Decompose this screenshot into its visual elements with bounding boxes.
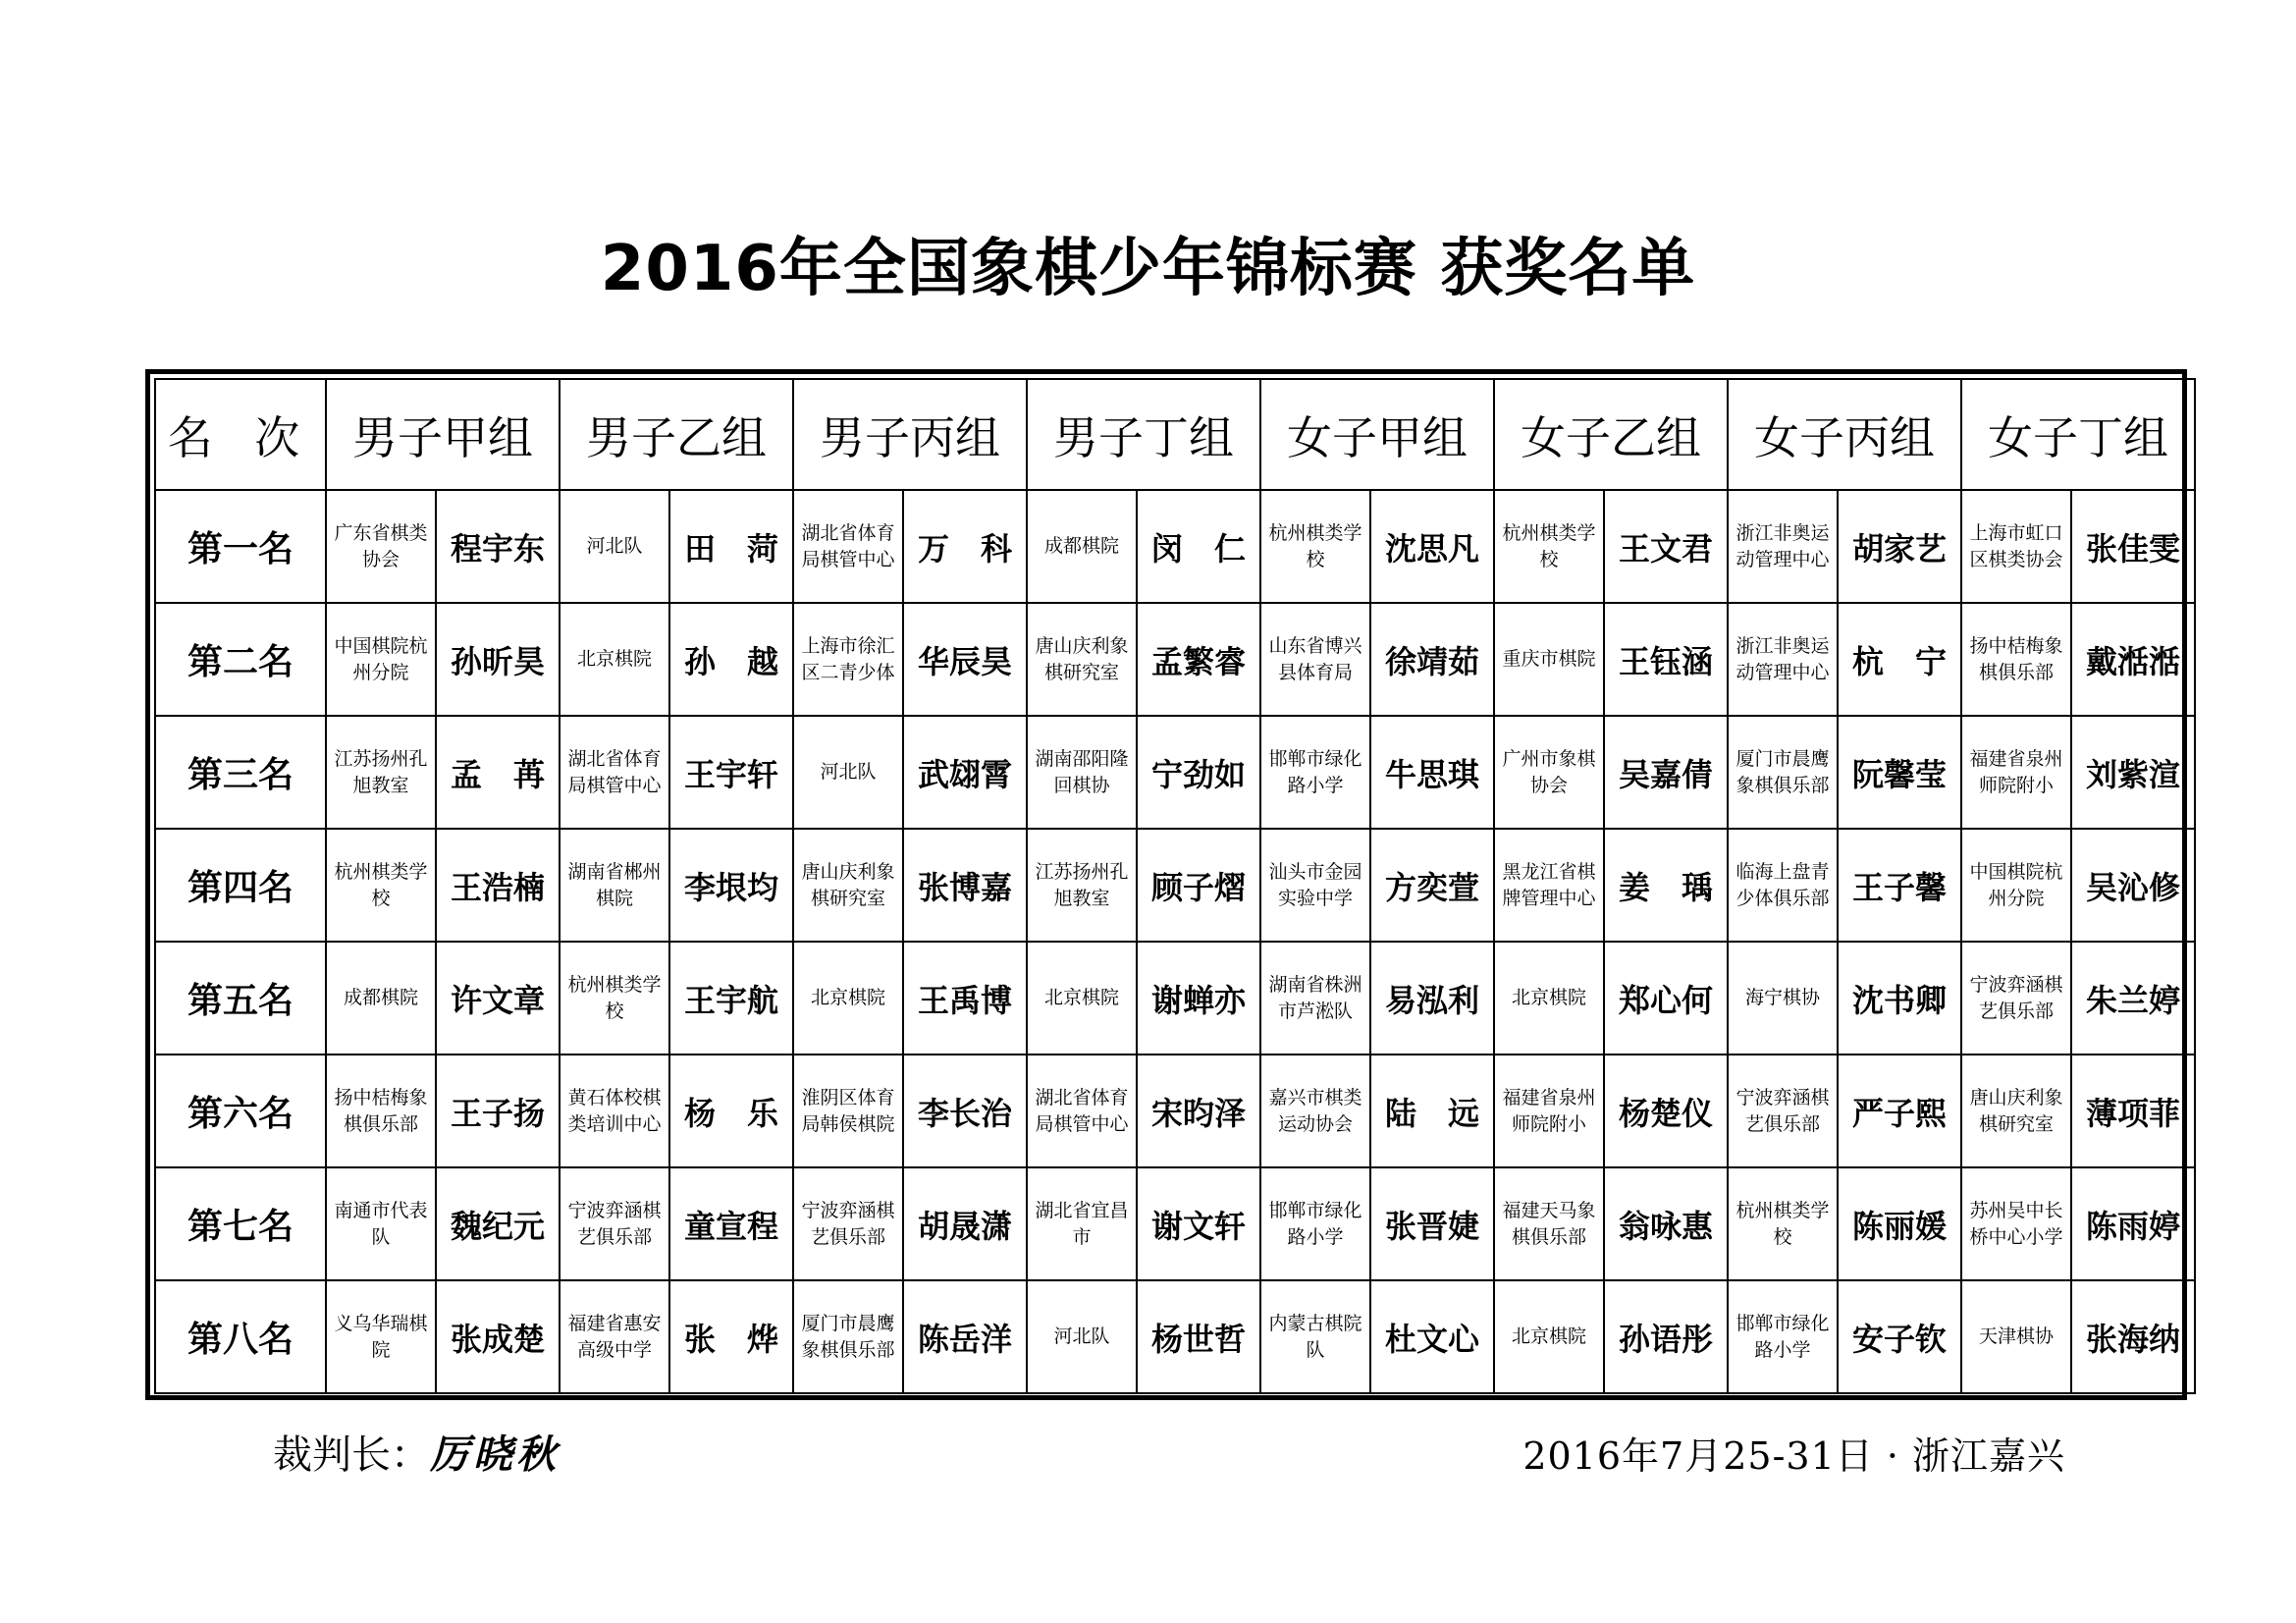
player-name-cell: 杨楚仪	[1604, 1055, 1728, 1167]
player-name-cell: 阮馨莹	[1838, 716, 1961, 829]
player-name-cell: 孟繁睿	[1137, 603, 1260, 716]
player-name-cell: 田 菏	[669, 490, 793, 603]
club-cell: 山东省博兴县体育局	[1260, 603, 1370, 716]
player-name-cell: 程宇东	[436, 490, 560, 603]
player-name-cell: 刘紫渲	[2071, 716, 2195, 829]
rank-cell: 第七名	[155, 1167, 326, 1280]
rank-cell: 第八名	[155, 1280, 326, 1393]
table-row	[155, 490, 2195, 603]
player-name-cell: 李垠均	[669, 829, 793, 942]
player-name-cell: 王钰涵	[1604, 603, 1728, 716]
player-name-cell: 孙 越	[669, 603, 793, 716]
club-cell: 杭州棋类学校	[1260, 490, 1370, 603]
player-name-cell: 孟 苒	[436, 716, 560, 829]
club-cell: 淮阴区体育局韩侯棋院	[793, 1055, 903, 1167]
player-name-cell: 王禹博	[903, 942, 1027, 1055]
player-name-cell: 张成楚	[436, 1280, 560, 1393]
player-name-cell: 谢蝉亦	[1137, 942, 1260, 1055]
club-cell: 北京棋院	[1494, 942, 1604, 1055]
group-header: 女子乙组	[1494, 379, 1728, 490]
club-cell: 杭州棋类学校	[560, 942, 669, 1055]
club-cell: 中国棋院杭州分院	[326, 603, 436, 716]
club-cell: 湖北省体育局棋管中心	[1027, 1055, 1137, 1167]
player-name-cell: 万 科	[903, 490, 1027, 603]
player-name-cell: 陆 远	[1370, 1055, 1494, 1167]
player-name-cell: 孙语彤	[1604, 1280, 1728, 1393]
player-name-cell: 薄项菲	[2071, 1055, 2195, 1167]
club-cell: 义乌华瑞棋院	[326, 1280, 436, 1393]
player-name-cell: 王宇航	[669, 942, 793, 1055]
club-cell: 天津棋协	[1961, 1280, 2071, 1393]
player-name-cell: 翁咏惠	[1604, 1167, 1728, 1280]
club-cell: 福建省泉州师院附小	[1494, 1055, 1604, 1167]
table-body	[155, 490, 2195, 1393]
results-table	[154, 378, 2196, 1394]
club-cell: 邯郸市绿化路小学	[1260, 1167, 1370, 1280]
player-name-cell: 胡家艺	[1838, 490, 1961, 603]
group-header: 男子甲组	[326, 379, 560, 490]
club-cell: 河北队	[560, 490, 669, 603]
club-cell: 成都棋院	[1027, 490, 1137, 603]
club-cell: 北京棋院	[1027, 942, 1137, 1055]
player-name-cell: 张海纳	[2071, 1280, 2195, 1393]
club-cell: 黑龙江省棋牌管理中心	[1494, 829, 1604, 942]
club-cell: 广东省棋类协会	[326, 490, 436, 603]
table-row	[155, 829, 2195, 942]
player-name-cell: 张 烨	[669, 1280, 793, 1393]
club-cell: 湖南省株洲市芦淞队	[1260, 942, 1370, 1055]
table-row	[155, 1280, 2195, 1393]
club-cell: 内蒙古棋院队	[1260, 1280, 1370, 1393]
club-cell: 湖北省体育局棋管中心	[793, 490, 903, 603]
club-cell: 江苏扬州孔旭教室	[326, 716, 436, 829]
player-name-cell: 孙昕昊	[436, 603, 560, 716]
rank-cell: 第六名	[155, 1055, 326, 1167]
player-name-cell: 张佳雯	[2071, 490, 2195, 603]
club-cell: 宁波弈涵棋艺俱乐部	[1961, 942, 2071, 1055]
club-cell: 江苏扬州孔旭教室	[1027, 829, 1137, 942]
club-cell: 唐山庆利象棋研究室	[1027, 603, 1137, 716]
player-name-cell: 陈丽媛	[1838, 1167, 1961, 1280]
rank-column-header: 名 次	[155, 379, 326, 490]
player-name-cell: 沈思凡	[1370, 490, 1494, 603]
chief-referee-name: 厉晓秋	[430, 1432, 560, 1478]
chief-referee-label: 裁判长：	[273, 1433, 430, 1478]
player-name-cell: 王浩楠	[436, 829, 560, 942]
club-cell: 福建省惠安高级中学	[560, 1280, 669, 1393]
player-name-cell: 谢文轩	[1137, 1167, 1260, 1280]
player-name-cell: 魏纪元	[436, 1167, 560, 1280]
club-cell: 杭州棋类学校	[326, 829, 436, 942]
club-cell: 嘉兴市棋类运动协会	[1260, 1055, 1370, 1167]
club-cell: 宁波弈涵棋艺俱乐部	[1728, 1055, 1838, 1167]
club-cell: 海宁棋协	[1728, 942, 1838, 1055]
club-cell: 杭州棋类学校	[1494, 490, 1604, 603]
player-name-cell: 张博嘉	[903, 829, 1027, 942]
club-cell: 福建天马象棋俱乐部	[1494, 1167, 1604, 1280]
group-header: 男子丁组	[1027, 379, 1260, 490]
player-name-cell: 宋昀泽	[1137, 1055, 1260, 1167]
player-name-cell: 闵 仁	[1137, 490, 1260, 603]
club-cell: 北京棋院	[793, 942, 903, 1055]
player-name-cell: 王宇轩	[669, 716, 793, 829]
club-cell: 浙江非奥运动管理中心	[1728, 490, 1838, 603]
club-cell: 河北队	[793, 716, 903, 829]
table-row	[155, 603, 2195, 716]
group-header: 女子丙组	[1728, 379, 1961, 490]
club-cell: 厦门市晨鹰象棋俱乐部	[1728, 716, 1838, 829]
club-cell: 湖南省郴州棋院	[560, 829, 669, 942]
player-name-cell: 严子熙	[1838, 1055, 1961, 1167]
player-name-cell: 陈雨婷	[2071, 1167, 2195, 1280]
group-header: 男子乙组	[560, 379, 793, 490]
club-cell: 汕头市金园实验中学	[1260, 829, 1370, 942]
club-cell: 福建省泉州师院附小	[1961, 716, 2071, 829]
player-name-cell: 吴嘉倩	[1604, 716, 1728, 829]
club-cell: 唐山庆利象棋研究室	[1961, 1055, 2071, 1167]
club-cell: 湖北省体育局棋管中心	[560, 716, 669, 829]
player-name-cell: 武翃霄	[903, 716, 1027, 829]
club-cell: 南通市代表队	[326, 1167, 436, 1280]
player-name-cell: 许文章	[436, 942, 560, 1055]
table-row	[155, 716, 2195, 829]
club-cell: 重庆市棋院	[1494, 603, 1604, 716]
club-cell: 宁波弈涵棋艺俱乐部	[793, 1167, 903, 1280]
player-name-cell: 陈岳洋	[903, 1280, 1027, 1393]
club-cell: 扬中桔梅象棋俱乐部	[1961, 603, 2071, 716]
club-cell: 上海市虹口区棋类协会	[1961, 490, 2071, 603]
club-cell: 北京棋院	[1494, 1280, 1604, 1393]
group-header: 女子丁组	[1961, 379, 2195, 490]
club-cell: 广州市象棋协会	[1494, 716, 1604, 829]
player-name-cell: 王子馨	[1838, 829, 1961, 942]
club-cell: 宁波弈涵棋艺俱乐部	[560, 1167, 669, 1280]
player-name-cell: 杨世哲	[1137, 1280, 1260, 1393]
player-name-cell: 李长治	[903, 1055, 1027, 1167]
table-row	[155, 942, 2195, 1055]
club-cell: 湖南邵阳隆回棋协	[1027, 716, 1137, 829]
player-name-cell: 杜文心	[1370, 1280, 1494, 1393]
club-cell: 苏州吴中长桥中心小学	[1961, 1167, 2071, 1280]
rank-cell: 第二名	[155, 603, 326, 716]
table-header-row	[155, 379, 2195, 490]
player-name-cell: 沈书卿	[1838, 942, 1961, 1055]
results-table-frame	[145, 369, 2187, 1400]
player-name-cell: 朱兰婷	[2071, 942, 2195, 1055]
player-name-cell: 顾子熠	[1137, 829, 1260, 942]
table-row	[155, 1167, 2195, 1280]
chief-referee	[273, 1424, 560, 1480]
player-name-cell: 童宣程	[669, 1167, 793, 1280]
club-cell: 邯郸市绿化路小学	[1728, 1280, 1838, 1393]
group-header: 男子丙组	[793, 379, 1027, 490]
club-cell: 临海上盘青少体俱乐部	[1728, 829, 1838, 942]
club-cell: 浙江非奥运动管理中心	[1728, 603, 1838, 716]
club-cell: 黄石体校棋类培训中心	[560, 1055, 669, 1167]
club-cell: 中国棋院杭州分院	[1961, 829, 2071, 942]
club-cell: 成都棋院	[326, 942, 436, 1055]
player-name-cell: 宁劲如	[1137, 716, 1260, 829]
player-name-cell: 张晋婕	[1370, 1167, 1494, 1280]
player-name-cell: 方奕萱	[1370, 829, 1494, 942]
player-name-cell: 徐靖茹	[1370, 603, 1494, 716]
player-name-cell: 安子钦	[1838, 1280, 1961, 1393]
club-cell: 上海市徐汇区二青少体	[793, 603, 903, 716]
player-name-cell: 姜 瑀	[1604, 829, 1728, 942]
club-cell: 北京棋院	[560, 603, 669, 716]
player-name-cell: 胡晟潇	[903, 1167, 1027, 1280]
player-name-cell: 杭 宁	[1838, 603, 1961, 716]
player-name-cell: 牛思琪	[1370, 716, 1494, 829]
player-name-cell: 郑心何	[1604, 942, 1728, 1055]
rank-cell: 第三名	[155, 716, 326, 829]
club-cell: 唐山庆利象棋研究室	[793, 829, 903, 942]
club-cell: 河北队	[1027, 1280, 1137, 1393]
group-header: 女子甲组	[1260, 379, 1494, 490]
player-name-cell: 杨 乐	[669, 1055, 793, 1167]
club-cell: 杭州棋类学校	[1728, 1167, 1838, 1280]
table-row	[155, 1055, 2195, 1167]
rank-cell: 第五名	[155, 942, 326, 1055]
event-date-place: 2016年7月25-31日 · 浙江嘉兴	[1522, 1434, 2065, 1478]
club-cell: 厦门市晨鹰象棋俱乐部	[793, 1280, 903, 1393]
player-name-cell: 王子扬	[436, 1055, 560, 1167]
club-cell: 扬中桔梅象棋俱乐部	[326, 1055, 436, 1167]
page-title: 2016年全国象棋少年锦标赛 获奖名单	[600, 233, 1696, 305]
player-name-cell: 王文君	[1604, 490, 1728, 603]
player-name-cell: 易泓利	[1370, 942, 1494, 1055]
rank-cell: 第一名	[155, 490, 326, 603]
player-name-cell: 吴沁修	[2071, 829, 2195, 942]
player-name-cell: 戴湉湉	[2071, 603, 2195, 716]
club-cell: 湖北省宜昌市	[1027, 1167, 1137, 1280]
player-name-cell: 华辰昊	[903, 603, 1027, 716]
club-cell: 邯郸市绿化路小学	[1260, 716, 1370, 829]
rank-cell: 第四名	[155, 829, 326, 942]
